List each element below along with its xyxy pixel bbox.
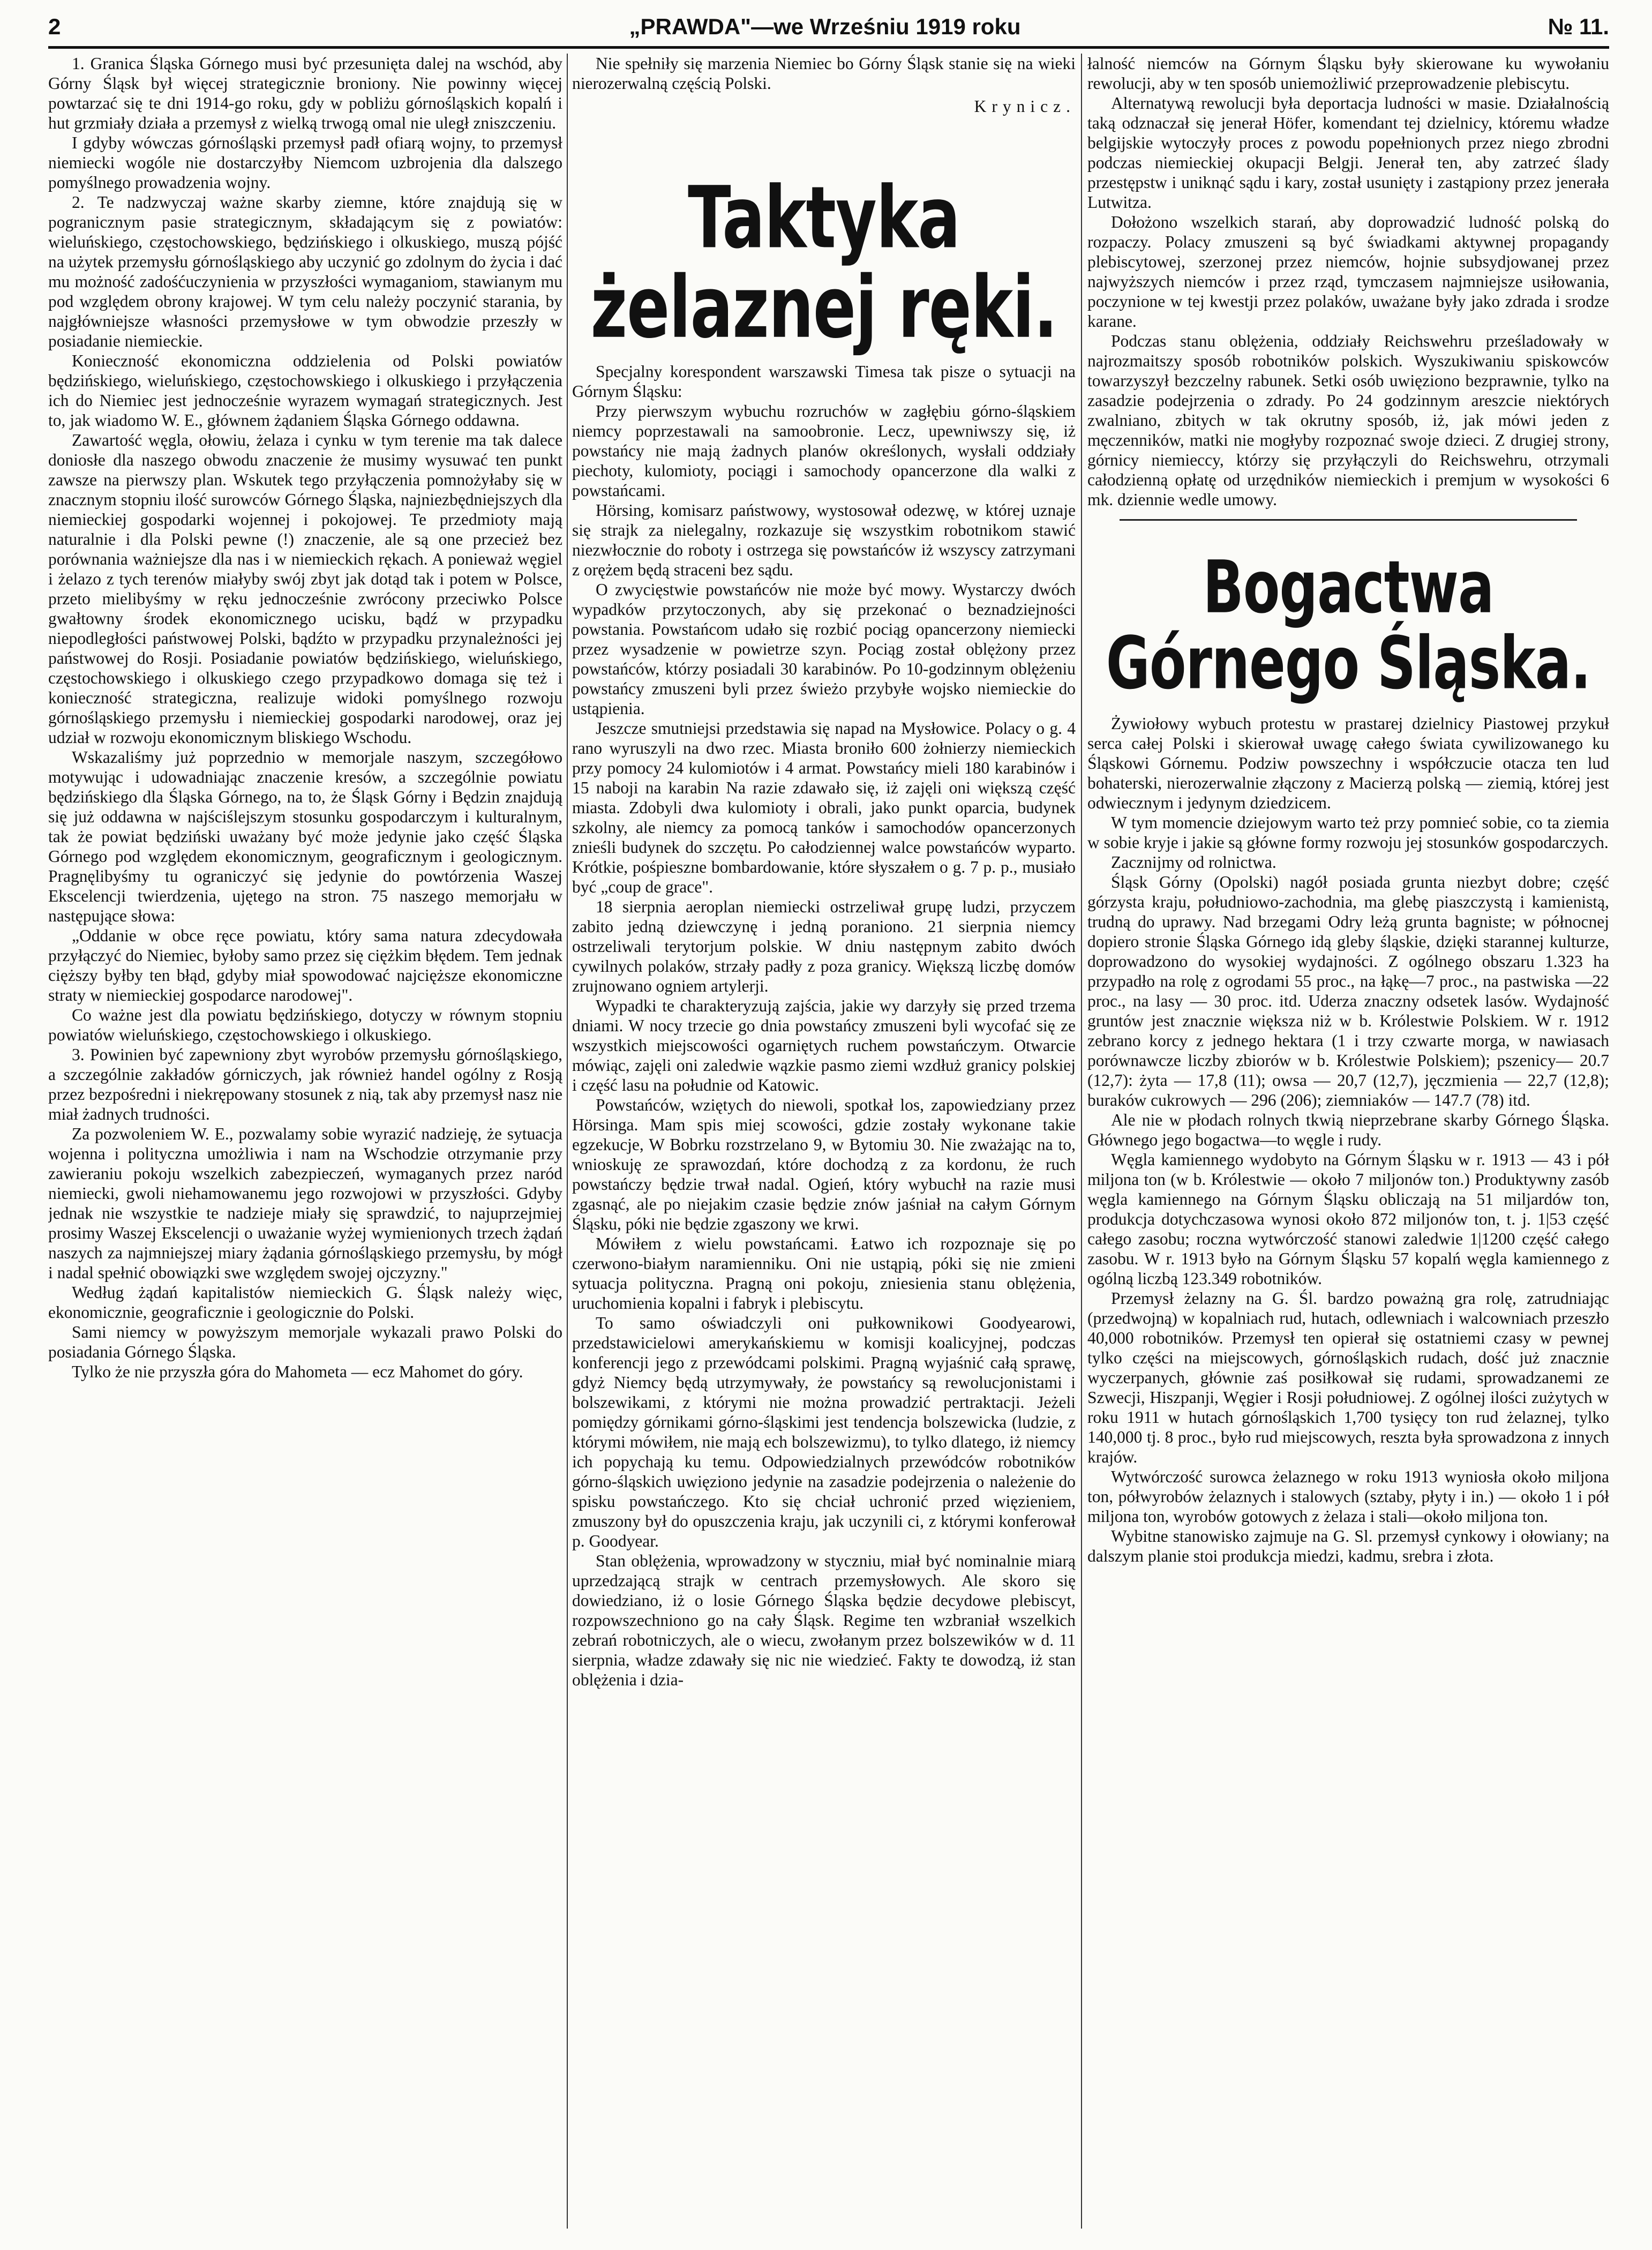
column-divider [567,54,568,2229]
paragraph: 2. Te nadzwyczaj ważne skarby ziemne, które znajdują się w pogranicznym pasie strategicznym, składającym się z powiatów: wieluńskiego, częstochowskiego, będzińskiego i olkuskiego, muszą pójść na użytek przemysłu górnośląskiego aby uczynić go zdolnym do życia i dać mu możność zadośćuczynienia w przyszłości wymaganiom, stawianym mu pod względem obrony krajowej. W tym celu należy poczynić starania, by najgłówniejsze własności przemysłowe w tym obwodzie przeszły w posiadanie niemieckie. [48,193,562,350]
paragraph: Sami niemcy w powyższym memorjale wykazali prawo Polski do posiadania Górnego Śląska. [48,1323,562,1361]
paragraph: Węgla kamiennego wydobyto na Górnym Śląsku w r. 1913 — 43 i pół miljona ton (w b. Królestwie — około 7 miljonów ton.) Produktywny zasób węgla kamiennego na Górnym Śląsku obliczają na 51 miljardów ton, produkcja dotychczasowa wynosi około 872 miljonów ton, t. j. 1|53 część całego zasobu; roczna wytwórczość stanowi zaledwie 1|1200 część całego zasobu. W r. 1913 było na Górnym Śląsku 57 kopalń węgla kamiennego z ogólną liczbą 123.349 robotników. [1087,1150,1609,1288]
paragraph: 18 sierpnia aeroplan niemiecki ostrzeliwał grupę ludzi, przyczem zabito jedną dziewczynę i jedną poraniono. 21 sierpnia niemcy ostrzeliwali terytorjum polskie. W dniu następnym zabito dwóch cywilnych polaków, strzały padły z poza granicy. Większą liczbę domów zrujnowano ogniem artylerji. [572,897,1076,995]
quote-paragraph: „Oddanie w obce ręce powiatu, który sama natura zdecydowała przyłączyć do Niemiec, byłoby samo przez się ciężkim błędem. Tem jednak cięższy byłby ten błąd, gdyby miał spowodować najcięższe ekonomiczne straty w niemieckiej gospodarce narodowej". [48,926,562,1004]
article-separator [1120,519,1577,521]
paragraph: Specjalny korespondent warszawski Timesa tak pisze o sytuacji na Górnym Śląsku: [572,362,1076,401]
column-2 [572,54,1076,2237]
paragraph: Hörsing, komisarz państwowy, wystosował odezwę, w której uznaje się strajk za nielegalny, rozkazuje się wszystkim robotnikom stawić niezwłocznie do roboty i ostrzega się powstańców iż wszyscy zatrzymani z orężem będą straceni bez sądu. [572,500,1076,579]
paragraph: Dołożono wszelkich starań, aby doprowadzić ludność polską do rozpaczy. Polacy zmuszeni są być świadkami aktywnej propagandy plebiscytowej, szerzonej przez niemców, hojnie subsydjowanej przez najwyższych niemców i przez rząd, tymczasem najmniejsze usiłowania, poczynione w tej kwestji przez polaków, uważane były jako zdrada i srodze karane. [1087,213,1609,331]
paragraph: Podczas stanu oblężenia, oddziały Reichswehru prześladowały w najrozmaitszy sposób robotników polskich. Wyszukiwaniu spiskowców towarzyszył bezczelny rabunek. Setki osób uwięziono bezprawnie, tylko na zasadzie podejrzenia o zdrady. Po 24 godzinnym areszcie niektórych zwalniano, zbitych w tak okrutny sposób, iż, jak mówi jeden z męczenników, matki nie mogłyby rozpoznać swoje dzieci. Z drugiej strony, górnicy niemieccy, którzy się przyłączyli do Reichswehru, otrzymali całodzienną opłatę od urzędników niemieckich i premjum w wysokości 6 mk. dziennie wedle umowy. [1087,332,1609,509]
paragraph: Zacznijmy od rolnictwa. [1111,853,1276,872]
paragraph: Ale nie w płodach rolnych tkwią nieprzebrane skarby Górnego Śląska. Głównego jego bogactwa—to węgle i rudy. [1087,1111,1609,1149]
column-divider [1081,54,1082,2229]
paragraph: W tym momencie dziejowym warto też przy pomnieć sobie, co ta ziemia w sobie kryje i jakie są główne formy rozwoju jej stosunków gospodarczych. [1087,813,1609,852]
paragraph: 1. Granica Śląska Górnego musi być przesunięta dalej na wschód, aby Górny Śląsk był więcej strategicznie broniony. Nie powinny więcej powtarzać się te dni 1914-go roku, gdy w pobliżu górnośląskich kopalń i hut grzmiały działa a przemysł z wielką trwogą omal nie uległ zniszczeniu. [48,54,562,132]
paragraph: Powstańców, wziętych do niewoli, spotkał los, zapowiedziany przez Hörsinga. Mam spis miej scowości, gdzie zostały wykonane takie egzekucje, W Bobrku rozstrzelano 9, w Bytomiu 30. Nie zważając na to, wnioskuję ze sprawozdań, które dochodzą z za kordonu, że ruch powstańczy będzie trwał nadal. Ogień, który wybuchł na razie musi zgasnąć, ale po niejakim czasie będzie znów jaśniał na całym Górnym Śląsku, póki nie będzie zgaszony we krwi. [572,1095,1076,1233]
paragraph: Wytwórczość surowca żelaznego w roku 1913 wyniosła około miljona ton, półwyrobów żelaznych i stalowych (sztaby, płyty i in.) — około 1 i pół miljona ton, wyrobów gotowych z żelaza i stali—około miljona ton. [1087,1467,1609,1526]
paragraph: Za pozwoleniem W. E., pozwalamy sobie wyrazić nadzieję, że sytuacja wojenna i polityczna umożliwia i nam na Wschodzie otrzymanie przy zawieraniu pokoju wszelkich zabezpieczeń, wymaganych przez naród niemiecki, gwoli niehamowanemu jego rozwojowi w przyszłości. Gdyby jednak nie wszystkie te nadzieje miały się sprawdzić, to najuprzejmiej prosimy Waszej Ekscelencji o uważanie wyżej wymienionych trzech żądań naszych za najmniejszej miary żądania górnośląskiego przemysłu, by mógł i nadal spełnić obowiązki swe względem swojej ojczyzny." [48,1124,562,1282]
masthead-rule [48,46,1609,49]
paragraph: Alternatywą rewolucji była deportacja ludności w masie. Działalnością taką odznaczał się jenerał Höfer, komendant tej dzielnicy, któremu władze belgijskie wytoczyły proces z powodu popełnionych przez niego zbrodni podczas niemieckiej okupacji Belgji. Jenerał ten, aby zatrzeć ślady przestępstw i uniknąć sądu i kary, został usunięty i zastąpiony przez jenerała Lutwitza. [1087,94,1609,212]
paragraph: Przy pierwszym wybuchu rozruchów w zagłębiu górno-śląskiem niemcy poprzestawali na samoobronie. Lecz, upewniwszy się, iż powstańcy nie mają żadnych planów określonych, wysłali oddziały piechoty, kulomioty, pociągi i samochody opancerzone dla walki z powstańcami. [572,401,1076,500]
paragraph: Mówiłem z wielu powstańcami. Łatwo ich rozpoznaje się po czerwono-białym naramienniku. Oni nie ustąpią, póki się nie zmieni sytuacja polityczna. Pragną oni pokoju, zniesienia stanu oblężenia, uruchomienia kopalni i fabryk i plebiscytu. [572,1234,1076,1312]
paragraph: Wybitne stanowisko zajmuje na G. Sl. przemysł cynkowy i ołowiany; na dalszym planie stoi produkcja miedzi, kadmu, srebra i złota. [1087,1527,1609,1565]
paragraph: Wskazaliśmy już poprzednio w memorjale naszym, szczegółowo motywując i udowadniając znaczenie kresów, a szczególnie powiatu będzińskiego dla Śląska Górnego, na to, że Śląsk Górny i Będzin znajdują się już oddawna w najściślejszym stosunku gospodarczym i kulturalnym, tak że powiat będziński uważany być może jedynie jako część Śląska Górnego pod względem ekonomicznym, geograficznym i geologicznym. Pragnęlibyśmy tu ograniczyć się jedynie do powtórzenia Waszej Ekscelencji twierdzenia, ujętego na stron. 75 naszego memorjału w następujące słowa: [48,748,562,925]
paragraph: 3. Powinien być zapewniony zbyt wyrobów przemysłu górnośląskiego, a szczególnie zakładów górniczych, jak również handel ogólny z Rosją przez bezpośredni i niekrępowany stosunek z nią, tak aby przemysł nasz nie miał żadnych trudności. [48,1045,562,1123]
paragraph: O zwycięstwie powstańców nie może być mowy. Wystarczy dwóch wypadków przytoczonych, aby się przekonać o beznadziejności powstania. Powstańcom udało się rozbić pociąg opancerzony niemiecki przez wysadzenie w powietrze szyn. Pociąg został oblężony przez powstańców, którzy posiadali 30 karabinów. Po 10-godzinnym oblężeniu powstańcy zmuszeni byli przez świeżo przybyłe wojsko niemieckie do ustąpienia. [572,580,1076,718]
paragraph: To samo oświadczyli oni pułkownikowi Goodyearowi, przedstawicielowi amerykańskiemu w komisji koalicyjnej, podczas konferencji jego z przewódcami polskimi. Pragną wyjaśnić całą sprawę, gdyż Niemcy będą utrzymywały, że powstańcy są rewolucjonistami i bolszewikami, z którymi nie można prowadzić pertraktacji. Jeżeli pomiędzy górnikami górno-śląskimi jest tendencja bolszewicka (ludzie, z którymi mówiłem, nie mają ech bolszewizmu), to tylko dlatego, iż niemcy ich popychają ku temu. Odpowiedzialnych przewódców robotników górno-śląskich uwięziono jedynie na zasadzie podejrzenia o należenie do spisku powstańczego. Kto się chciał uchronić przed więzieniem, zmuszony był do opuszczenia kraju, jak uczynili ci, z którymi konferował p. Goodyear. [572,1313,1076,1550]
masthead-title: „PRAWDA"—we Wrześniu 1919 roku [629,14,1021,39]
headline-taktyka: Taktyka żelaznej ręki. [590,167,1057,357]
page-number: 2 [48,14,61,39]
paragraph: Przemysł żelazny na G. Śl. bardzo poważną gra rolę, zatrudniając (przedwojną) w kopalniach rud, hutach, odlewniach i walcowniach przeszło 40,000 robotników. Przemysł ten opierał się ostatniemi czasy w pewnej tylko części na miejscowych, górnośląskich rudach, dość już znacznie wyczerpanych, głównie zaś posiłkował się rudami, sprowadzanemi ze Szwecji, Hiszpanji, Węgier i Rosji południowej. Z ogólnej ilości zużytych w roku 1911 w hutach górnośląskich 1,700 tysięcy ton rud żelaznej, tylko 140,000 tj. 8 proc., było rud miejscowych, reszta była sprowadzona z innych krajów. [1087,1289,1609,1466]
column-1 [48,54,562,2237]
paragraph: Śląsk Górny (Opolski) nagół posiada grunta niezbyt dobre; część górzysta kraju, południowo-zachodnia, ma glebę piaszczystą i kamienistą, trudną do uprawy. Nad brzegami Odry leżą grunta bagniste; w północnej dopiero stronie Śląska Górnego idą gleby śląskie, dzięki starannej kulturze, doprowadzono do wysokiej wydajności. Z ogólnego obszaru 1.323 ha przypadło na rolę z ogrodami 55 proc., na łąkę—7 proc., na pastwiska —22 proc., na lasy — 30 proc. itd. Uderza znaczny odsetek lasów. Wydajność gruntów jest znacznie większa niż w b. Królestwie Polskiem. W r. 1912 zebrano korcy z jednego hektara (1 i trzy czwarte morga, w nawiasach porównawcze liczby zbiorów w b. Królestwie Polskiem); pszenicy— 20.7 (12,7): żyta — 17,8 (11); owsa — 20,7 (12,7), jęczmienia — 22,7 (12,8); buraków cukrowych — 296 (206); ziemniaków — 147.7 (78) itd. [1087,873,1609,1109]
paragraph: Żywiołowy wybuch protestu w prastarej dzielnicy Piastowej przykuł serca całej Polski i skierował uwagę całego świata cywilizowanego ku Śląskowi Górnemu. Podziw powszechny i współczucie otacza ten lud bohaterski, nierozerwalnie złączony z Macierzą polską — ziemią, której jest odwiecznym i jedynym dziedzicem. [1087,714,1609,812]
lead-paragraph: Nie spełniły się marzenia Niemiec bo Górny Śląsk stanie się na wieki nierozerwalną częścią Polski. [572,54,1076,93]
column-3 [1087,54,1609,2237]
paragraph: Zawartość węgla, ołowiu, żelaza i cynku w tym terenie ma tak dalece doniosłe dla naszego obwodu znaczenie że musimy wysuwać ten punkt zawsze na pierwszy plan. Wskutek tego przyłączenia pomnożyłaby się w znacznym stopniu ilość surowców Górnego Śląska, najniezbędniejszych dla niemieckiej gospodarki wojennej i pokojowej. Te przedmioty mają naturalnie i dla Polski pewne (!) znaczenie, ale są one przecież bez porównania ważniejsze dla nas i w niemieckich rękach. A ponieważ węgiel i żelazo z tych terenów miałyby swój zbyt jak dotąd tak i potem w Polsce, przeto mielibyśmy w ręku jednocześnie zwrócony przeciwko Polsce gwałtowny środek ekonomicznego ucisku, bądź w przypadku niepodległości państwowej Polski, bądźto w przypadku przynależności jej państwowej do Rosji. Posiadanie powiatów będzińskiego, wieluńskiego, częstochowskiego i olkuskiego czego przypadkowo domaga się też i konieczność strategiczna, realizuje widoki pomyślnego rozwoju górnośląskiego przemysłu i niemieckiej gospodarki narodowej, oraz jej udział w rozwoju ekonomicznym bliskiego Wschodu. [48,431,562,747]
paragraph: Jeszcze smutniejsi przedstawia się napad na Mysłowice. Polacy o g. 4 rano wyruszyli na dwo rzec. Miasta broniło 600 żołnierzy niemieckich przy pomocy 24 kulomiotów i 4 armat. Powstańcy mieli 180 karabinów i 15 naboji na karabin Na razie zdawało się, iż zajęli oni większą część miasta. Zdobyli dwa kulomioty i obrali, jako punkt oparcia, budynek szkolny, ale niemcy za pomocą tanków i samochodów opancerzonych znieśli budynek do szczętu. Po całodziennej walce powstańców wyparto. Krótkie, pośpieszne bombardowanie, które słyszałem o g. 7 p. p., musiało być „coup de grace". [572,718,1076,896]
paragraph: łalność niemców na Górnym Śląsku były skierowane ku wywołaniu rewolucji, aby w ten sposób uniemożliwić przeprowadzenie plebiscytu. [1087,54,1609,93]
paragraph: Konieczność ekonomiczna oddzielenia od Polski powiatów będzińskiego, wieluńskiego, częstochowskiego i olkuskiego i przyłączenia ich do Niemiec jest jednocześnie wyrazem wymagań strategicznych. Jest to, jak wiadomo W. E., głównem żądaniem Śląska Górnego oddawna. [48,351,562,430]
signature: Krynicz. [974,97,1076,116]
issue-number: № 11. [1548,14,1609,39]
paragraph: Co ważne jest dla powiatu będzińskiego, dotyczy w równym stopniu powiatów wieluńskiego, częstochowskiego i olkuskiego. [48,1006,562,1044]
paragraph: I gdyby wówczas górnośląski przemysł padł ofiarą wojny, to przemysł niemiecki wogóle nie dostarczyłby Niemcom uzbrojenia dla dalszego pomyślnego prowadzenia wojny. [48,133,562,192]
paragraph: Tylko że nie przyszła góra do Mahometa — ecz Mahomet do góry. [72,1362,523,1381]
paragraph: Stan oblężenia, wprowadzony w styczniu, miał być nominalnie miarą uprzedzającą strajk w centrach przemysłowych. Ale skoro się dowiedziano, iż o losie Górnego Śląska będzie decydowe plebiscyt, rozpowszechniono go na cały Śląsk. Regime ten wzbraniał wszelkich zebrań robotniczych, ale o wiecu, zwołanym przez bolszewików w d. 11 sierpnia, władze zdawały się nic nie wiedzieć. Fakty te dowodzą, iż stan oblężenia i dzia- [572,1551,1076,1689]
paragraph: Według żądań kapitalistów niemieckich G. Śląsk należy więc, ekonomicznie, geograficznie i geologicznie do Polski. [48,1283,562,1322]
masthead [48,10,1609,44]
paragraph: Wypadki te charakteryzują zajścia, jakie wy darzyły się przed trzema dniami. W nocy trzecie go dnia powstańcy zmuszeni byli wycofać się ze wszystkich miejscowości ogarniętych ruchem powstańczym. Otwarcie mówiąc, zajęli oni zaledwie wązkie pasmo ziemi wzdłuż granicy polskiej i część lasu na południe od Katowic. [572,996,1076,1094]
headline-bogactwa: Bogactwa Górnego Śląska. [1106,545,1591,706]
